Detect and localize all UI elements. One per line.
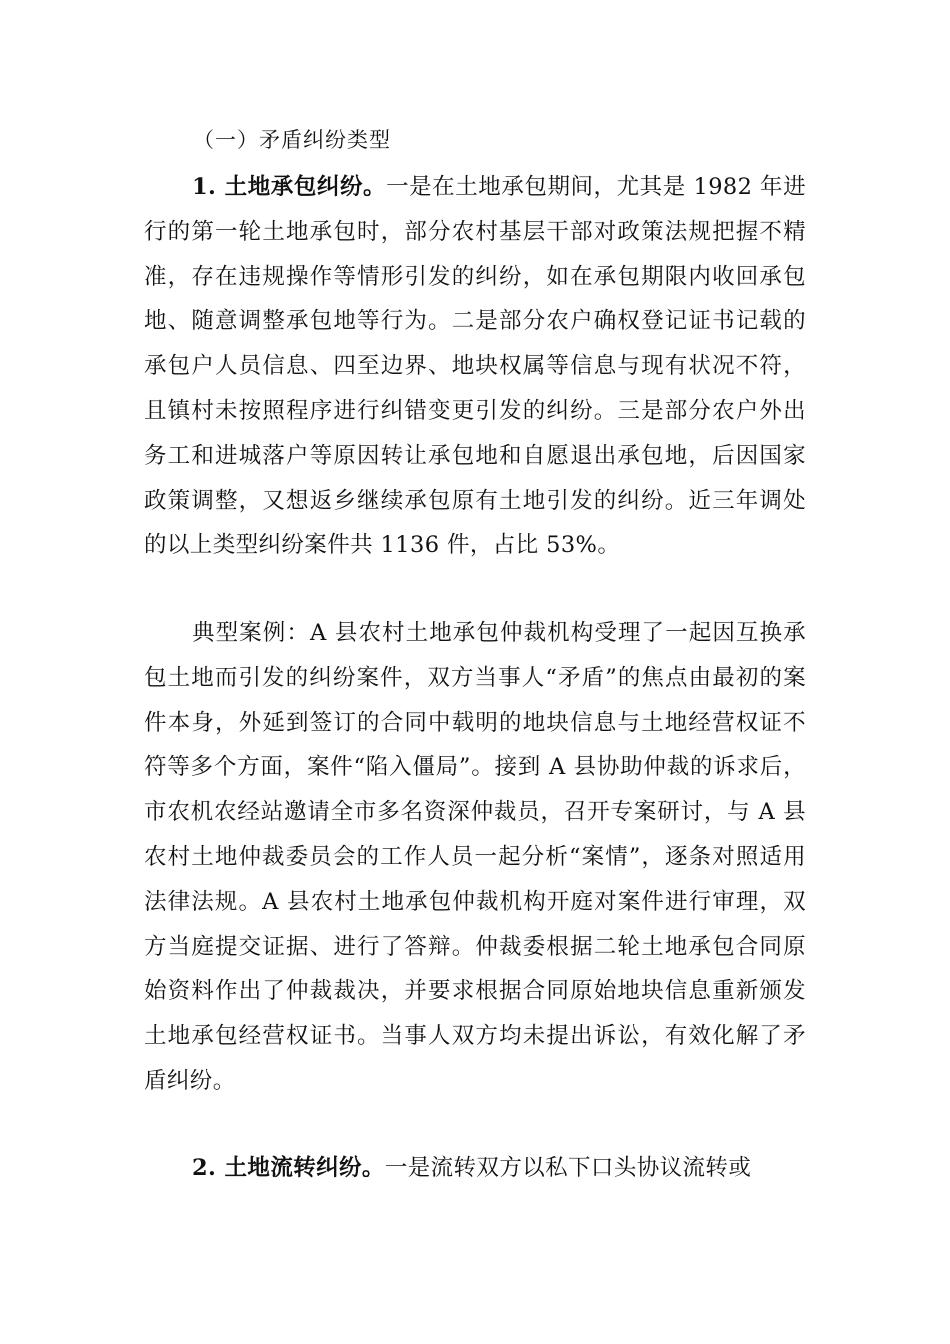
paragraph-body: 一是在土地承包期间，尤其是 1982 年进行的第一轮土地承包时，部分农村基层干部对政策法规把握不精准，存在违规操作等情形引发的纠纷，如在承包期限内收回承包地、随意调整承包地等行为。二是部分农户确权登记证书记载的承包户人员信息、四至边界、地块权属等信息与现有状况不符，且镇村未按照程序进行纠错变更引发的纠纷。三是部分农户外出务工和进城落户等原因转让承包地和自愿退出承包地，后因国家政策调整，又想返乡继续承包原有土地引发的纠纷。近三年调处的以上类型纠纷案件共 1136 件，占比 53%。 (144, 174, 806, 559)
paragraph-typical-case (144, 611, 806, 1104)
paragraph-land-contract-disputes (144, 165, 806, 568)
paragraph-lead-heading: 1. 土地承包纠纷。 (192, 174, 387, 200)
paragraph-body: 一是流转双方以私下口头协议流转或 (384, 1155, 752, 1181)
paragraph-land-transfer-disputes (144, 1146, 806, 1191)
section-heading: （一）矛盾纠纷类型 (193, 128, 391, 152)
paragraph-lead-heading: 2. 土地流转纠纷。 (192, 1155, 385, 1181)
paragraph-body: 典型案例：A 县农村土地承包仲裁机构受理了一起因互换承包土地而引发的纠纷案件，双方当事人“矛盾”的焦点由最初的案件本身，外延到签订的合同中载明的地块信息与土地经营权证不符等多个方面，案件“陷入僵局”。接到 A 县协助仲裁的诉求后，市农机农经站邀请全市多名资深仲裁员，召开专案研讨，与 A 县农村土地仲裁委员会的工作人员一起分析“案情”，逐条对照适用法律法规。A 县农村土地承包仲裁机构开庭对案件进行审理，双方当庭提交证据、进行了答辩。仲裁委根据二轮土地承包合同原始资料作出了仲裁裁决，并要求根据合同原始地块信息重新颁发土地承包经营权证书。当事人双方均未提出诉讼，有效化解了矛盾纠纷。 (144, 620, 806, 1094)
